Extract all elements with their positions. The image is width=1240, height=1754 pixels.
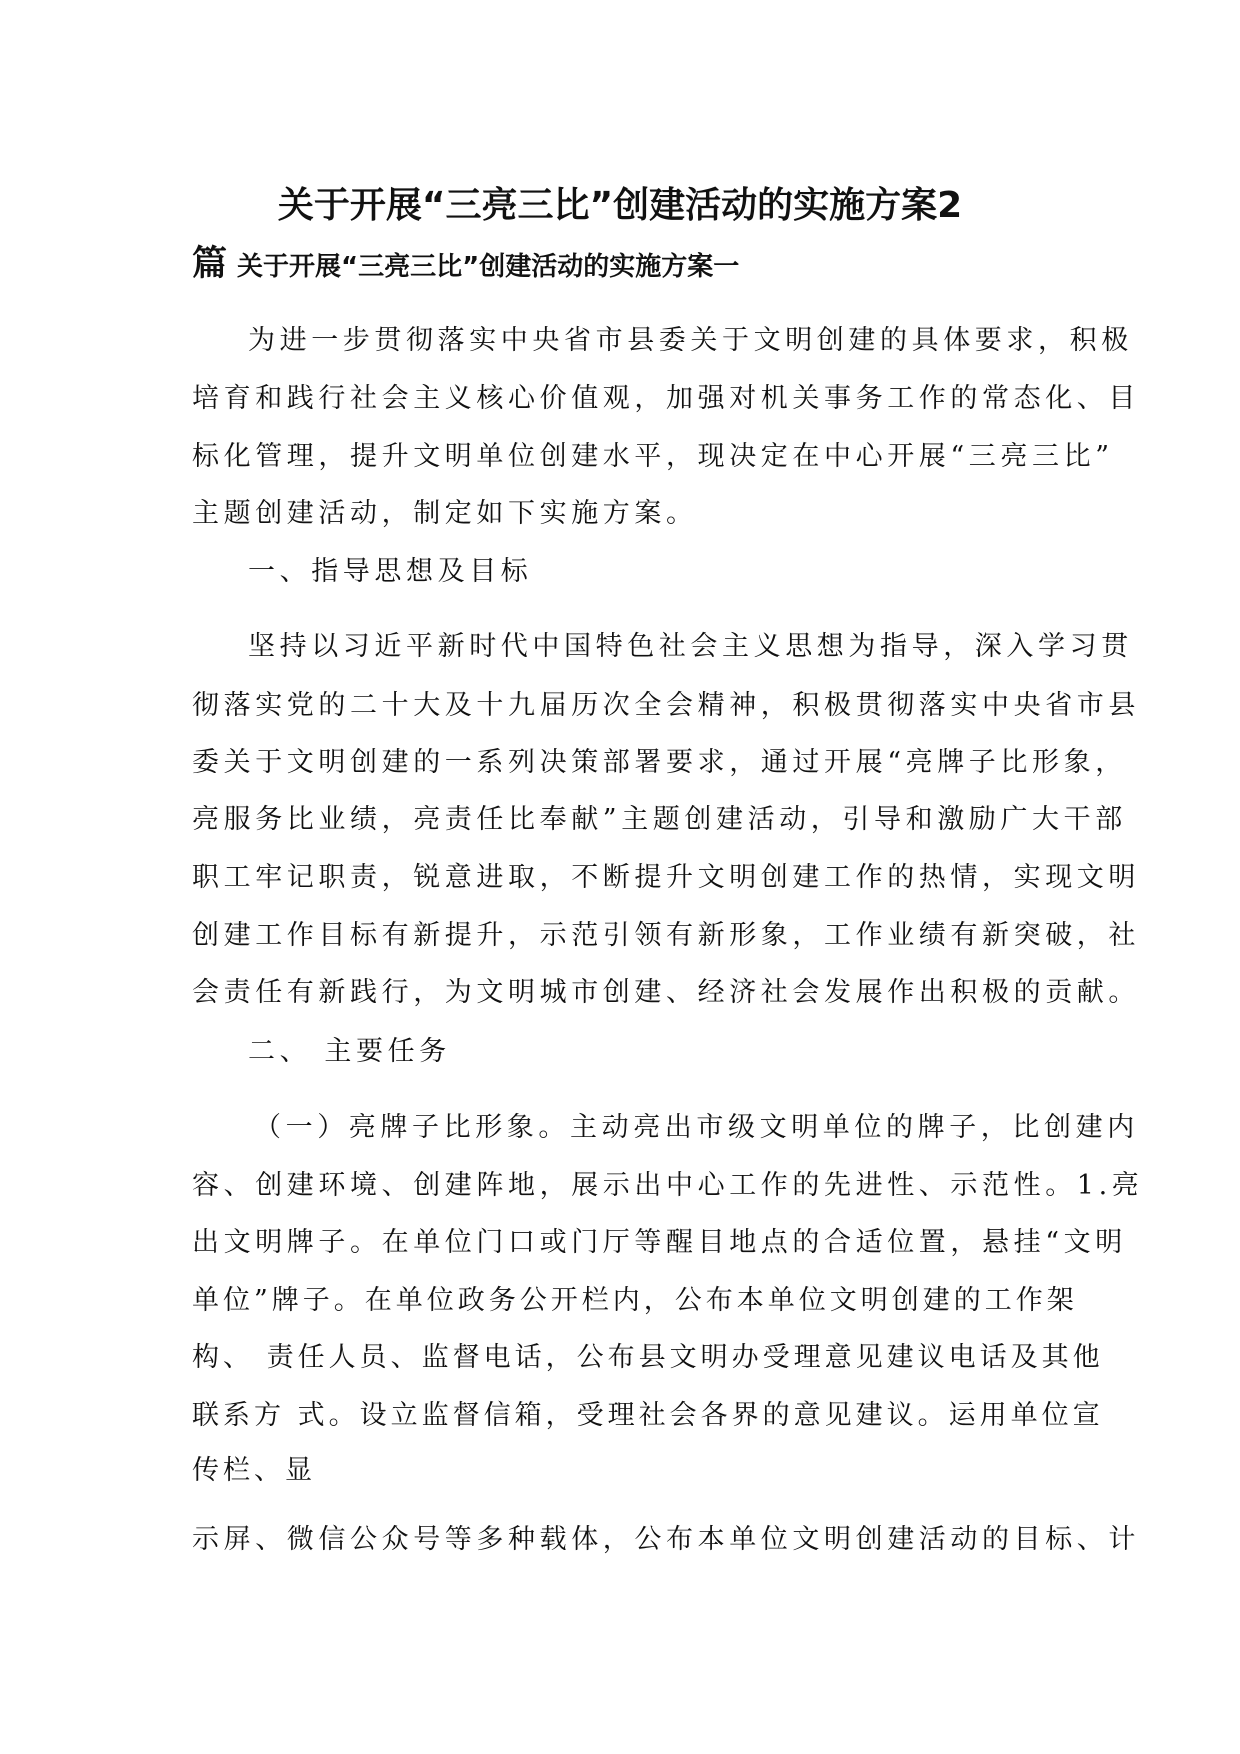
section-heading: 二、 主要任务 [248, 1036, 451, 1067]
body-line: 传栏、显 [192, 1455, 316, 1486]
body-line: 单位”牌子。在单位政务公开栏内，公布本单位文明创建的工作架 [192, 1285, 1078, 1316]
body-line: 彻落实党的二十大及十九届历次全会精神，积极贯彻落实中央省市县 [192, 690, 1140, 721]
body-line: 示屏、微信公众号等多种载体，公布本单位文明创建活动的目标、计 [192, 1524, 1140, 1555]
subtitle-prefix: 篇 [192, 244, 228, 284]
body-line: 亮服务比业绩，亮责任比奉献”主题创建活动，引导和激励广大干部 [192, 804, 1127, 835]
body-line: 委关于文明创建的一系列决策部署要求，通过开展“亮牌子比形象， [192, 747, 1127, 778]
body-line: 职工牢记职责，锐意进取，不断提升文明创建工作的热情，实现文明 [192, 862, 1140, 893]
body-line: 为进一步贯彻落实中央省市县委关于文明创建的具体要求，积极 [248, 325, 1133, 356]
body-line: 培育和践行社会主义核心价值观，加强对机关事务工作的常态化、目 [192, 383, 1140, 414]
body-line: 标化管理，提升文明单位创建水平，现决定在中心开展“三亮三比” [192, 441, 1114, 472]
body-line: 坚持以习近平新时代中国特色社会主义思想为指导，深入学习贯 [248, 631, 1133, 662]
body-line: 联系方 式。设立监督信箱，受理社会各界的意见建议。运用单位宣 [192, 1400, 1104, 1431]
section-heading: 一、指导思想及目标 [248, 556, 533, 587]
document-subtitle [192, 244, 739, 287]
body-line: 会责任有新践行，为文明城市创建、经济社会发展作出积极的贡献。 [192, 977, 1140, 1008]
body-line: 构、 责任人员、监督电话，公布县文明办受理意见建议电话及其他 [192, 1342, 1104, 1373]
document-title: 关于开展“三亮三比”创建活动的实施方案2 [277, 185, 963, 226]
body-line: 出文明牌子。在单位门口或门厅等醒目地点的合适位置，悬挂“文明 [192, 1227, 1127, 1258]
body-line: 容、创建环境、创建阵地，展示出中心工作的先进性、示范性。1.亮 [192, 1170, 1144, 1201]
subtitle-text: 关于开展“三亮三比”创建活动的实施方案一 [237, 252, 740, 282]
body-line: （一）亮牌子比形象。主动亮出市级文明单位的牌子，比创建内 [254, 1112, 1139, 1143]
body-line: 主题创建活动，制定如下实施方案。 [192, 498, 698, 529]
body-line: 创建工作目标有新提升，示范引领有新形象，工作业绩有新突破，社 [192, 920, 1140, 951]
